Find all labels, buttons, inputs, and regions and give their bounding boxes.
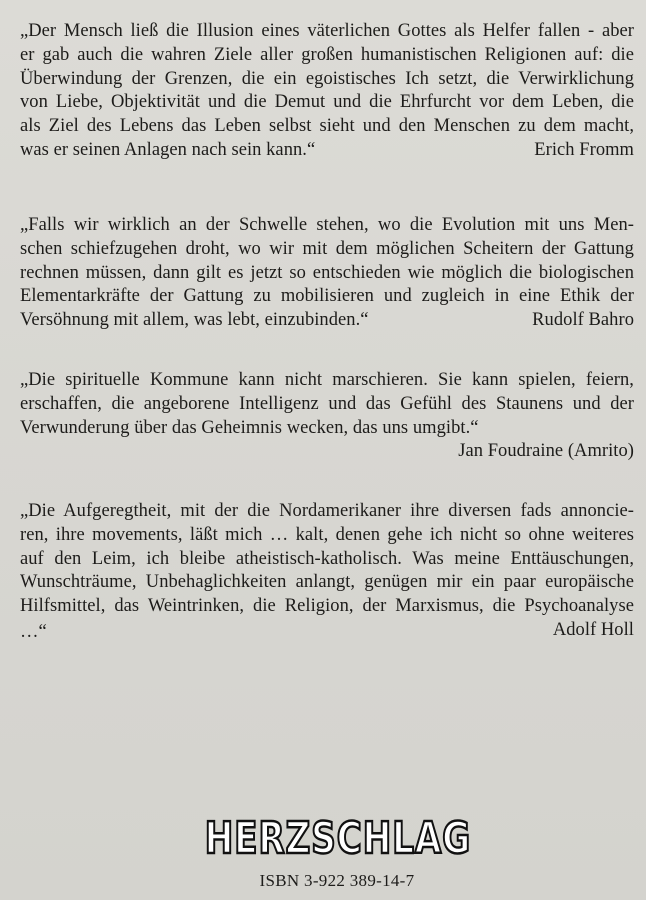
quote-line: von Liebe, Objektivität und die Demut und die Ehrfurcht vor dem Leben, die: [20, 92, 634, 113]
quote-adolf-holl: [20, 500, 634, 645]
quote-line: Versöhnung mit allem, was lebt, einzubinden.“: [20, 310, 369, 331]
quote-line: auf den Leim, ich bleibe atheistisch-katholisch. Was meine Enttäuschungen,: [20, 548, 634, 569]
quote-line: Überwindung der Grenzen, die ein egoistisches Ich setzt, die Verwirklichung: [20, 68, 634, 89]
quote-line: Elementarkräfte der Gattung zu mobilisieren und zugleich in eine Ethik der: [20, 286, 634, 307]
quote-jan-foudraine: [20, 369, 634, 464]
quote-line: schen schiefzugehen droht, wo wir mit dem möglichen Scheitern der Gattung: [20, 238, 634, 259]
quote-author: Jan Foudraine (Amrito): [458, 441, 634, 462]
quote-rudolf-bahro: [20, 214, 634, 333]
publisher-logo: HERZSCHLAG: [204, 813, 472, 864]
quote-line: „Die spirituelle Kommune kann nicht marschieren. Sie kann spielen, feiern,: [20, 370, 634, 390]
quote-line: er gab auch die wahren Ziele aller großen humanistischen Religionen auf: die: [20, 44, 634, 65]
isbn-number: ISBN 3-922 389-14-7: [259, 871, 415, 890]
quote-line: Verwunderung über das Geheimnis wecken, das uns umgibt.“: [20, 417, 479, 438]
publisher-logo-block: [0, 814, 646, 864]
quote-line: ren, ihre movements, läßt mich … kalt, denen gehe ich nicht so ohne weiteres: [20, 524, 634, 545]
quote-line: Hilfsmittel, das Weintrinken, die Religion, der Marxismus, die Psychoanalyse: [20, 596, 634, 617]
quote-author: Rudolf Bahro: [532, 309, 634, 330]
quote-line: was er seinen Anlagen nach sein kann.“: [20, 139, 316, 160]
quote-erich-fromm: [20, 20, 634, 163]
quote-line: erschaffen, die angeborene Intelligenz und das Gefühl des Staunens und der: [20, 393, 634, 414]
quote-line: Wunschträume, Unbehaglichkeiten anlangt, genügen mir ein paar europäische: [20, 572, 634, 593]
quote-author: Adolf Holl: [552, 619, 634, 640]
quote-line: …“: [20, 621, 47, 642]
quote-line: „Der Mensch ließ die Illusion eines väterlichen Gottes als Helfer fallen - aber: [20, 21, 634, 41]
quote-line: „Falls wir wirklich an der Schwelle stehen, wo die Evolution mit uns Men-: [20, 215, 634, 235]
quote-line: rechnen müssen, dann gilt es jetzt so entschieden wie möglich die biologischen: [20, 262, 634, 283]
quote-line: „Die Aufgeregtheit, mit der die Nordamerikaner ihre diversen fads annoncie-: [20, 501, 634, 521]
quote-line: als Ziel des Lebens das Leben selbst sieht und den Menschen zu dem macht,: [20, 116, 634, 137]
quote-author: Erich Fromm: [534, 139, 634, 160]
